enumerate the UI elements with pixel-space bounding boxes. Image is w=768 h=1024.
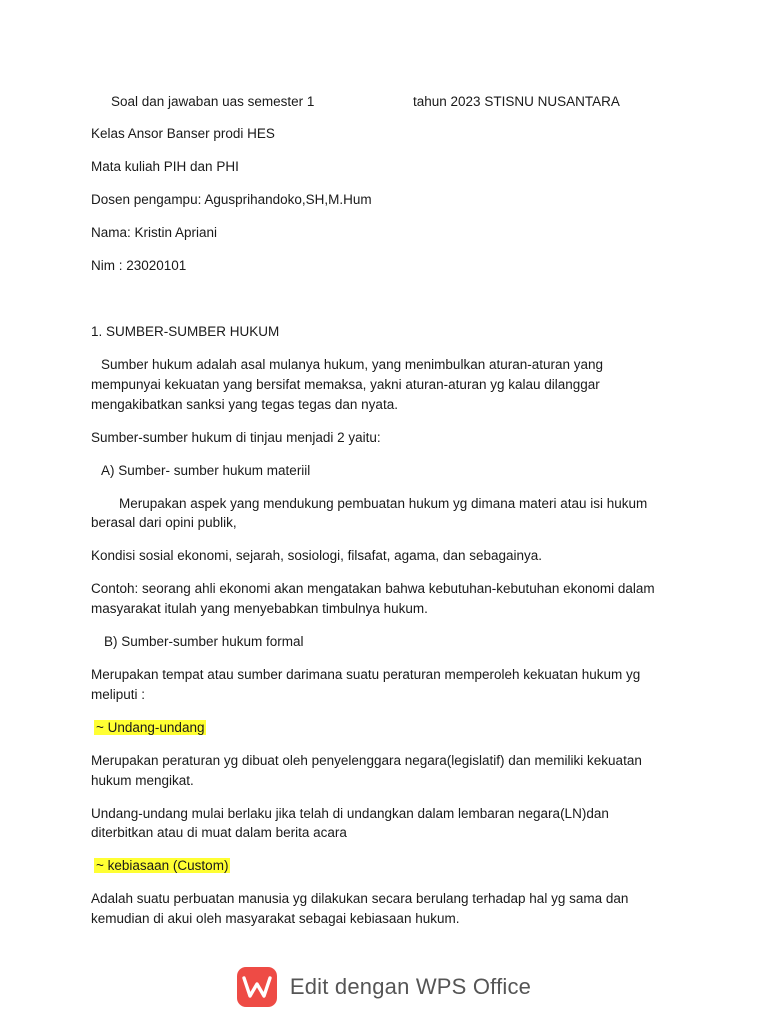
paragraph-line: hukum mengikat. — [91, 773, 194, 788]
student-nim-line: Nim : 23020101 — [91, 258, 187, 273]
paragraph-line: Sumber-sumber hukum di tinjau menjadi 2 yaitu: — [91, 430, 381, 445]
wps-edit-banner[interactable] — [0, 962, 768, 1012]
paragraph-line: Undang-undang mulai berlaku jika telah di undangkan dalam lembaran negara(LN)dan — [91, 806, 609, 821]
paragraph-line: Contoh: seorang ahli ekonomi akan mengatakan bahwa kebutuhan-kebutuhan ekonomi dalam — [91, 581, 655, 596]
paragraph-line: Adalah suatu perbuatan manusia yg dilakukan secara berulang terhadap hal yg sama dan — [91, 891, 629, 906]
paragraph-line: diterbitkan atau di muat dalam berita acara — [91, 825, 347, 840]
section-heading — [91, 322, 279, 342]
list-item-label — [94, 856, 230, 876]
title-right: tahun 2023 STISNU NUSANTARA — [413, 94, 620, 109]
highlighted-text: ~ Undang-undang — [96, 720, 205, 735]
class-line: Kelas Ansor Banser prodi HES — [91, 126, 275, 141]
subheading-a: A) Sumber- sumber hukum materiil — [101, 463, 311, 478]
student-name-line: Nama: Kristin Apriani — [91, 225, 218, 240]
highlighted-text: ~ kebiasaan (Custom) — [96, 858, 229, 873]
paragraph-line: kemudian di akui oleh masyarakat sebagai kebiasaan hukum. — [91, 911, 460, 926]
paragraph-line: masyarakat itulah yang menyebabkan timbulnya hukum. — [91, 601, 428, 616]
paragraph-line: mempunyai kekuatan yang bersifat memaksa, yakni aturan-aturan yg kalau dilanggar — [91, 377, 600, 392]
title-left: Soal dan jawaban uas semester 1 — [111, 94, 315, 109]
paragraph-line: Kondisi sosial ekonomi, sejarah, sosiologi, filsafat, agama, dan sebagainya. — [91, 548, 543, 563]
paragraph-line: Merupakan tempat atau sumber darimana suatu peraturan memperoleh kekuatan hukum yg — [91, 667, 641, 682]
list-item-label — [94, 718, 206, 738]
paragraph-line: Sumber hukum adalah asal mulanya hukum, yang menimbulkan aturan-aturan yang — [101, 357, 604, 372]
paragraph-line: meliputi : — [91, 687, 146, 702]
course-line: Mata kuliah PIH dan PHI — [91, 159, 239, 174]
paragraph-line: berasal dari opini publik, — [91, 515, 237, 530]
section-number: 1. — [91, 324, 107, 339]
paragraph-line: Merupakan aspek yang mendukung pembuatan hukum yg dimana materi atau isi hukum — [119, 496, 648, 511]
edit-with-wps-link[interactable]: Edit dengan WPS Office — [289, 974, 532, 999]
wps-office-logo-icon[interactable] — [237, 967, 277, 1007]
section-title: SUMBER-SUMBER HUKUM — [106, 324, 280, 339]
paragraph-line: mengakibatkan sanksi yang tegas tegas dan nyata. — [91, 397, 398, 412]
paragraph-line: Merupakan peraturan yg dibuat oleh penyelenggara negara(legislatif) dan memiliki kekuatan — [91, 753, 642, 768]
lecturer-line: Dosen pengampu: Agusprihandoko,SH,M.Hum — [91, 192, 372, 207]
subheading-b: B) Sumber-sumber hukum formal — [104, 634, 304, 649]
